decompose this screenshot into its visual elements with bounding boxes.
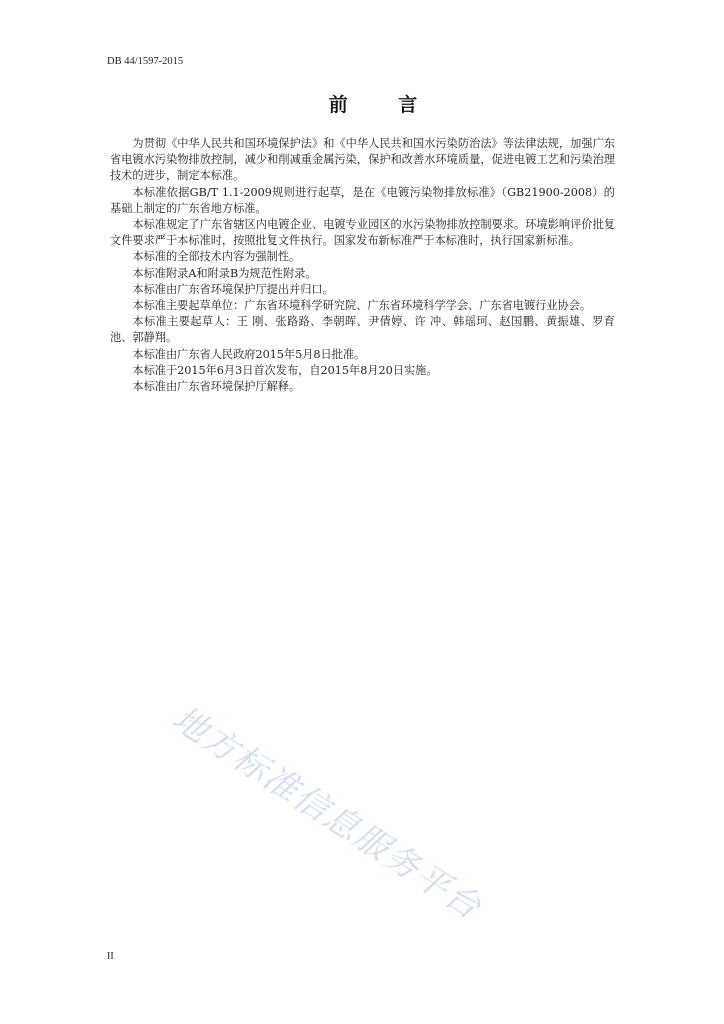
paragraph-interpretation: 本标准由广东省环境保护厅解释。: [132, 380, 301, 394]
paragraph-annex: 本标准附录A和附录B为规范性附录。: [132, 266, 317, 280]
paragraph-drafting-units: 本标准主要起草单位：广东省环境科学研究院、广东省环境科学学会、广东省电镀行业协会。: [132, 299, 592, 313]
page-number: II: [107, 951, 114, 962]
body-text: [110, 136, 615, 395]
paragraph-publication: 本标准于2015年6月3日首次发布，自2015年8月20日实施。: [132, 363, 438, 377]
page-title: 前 言: [328, 94, 440, 116]
paragraph-scope: 本标准规定了广东省辖区内电镀企业、电镀专业园区的水污染物排放控制要求。环境影响评价批复文件要求严于本标准时，按照批复文件执行。国家发布新标准严于本标准时，执行国家新标准。: [110, 218, 615, 248]
paragraph-approval: 本标准由广东省人民政府2015年5月8日批准。: [132, 347, 366, 361]
watermark: 地方标准信息服务平台: [165, 698, 489, 929]
doc-code: DB 44/1597-2015: [107, 56, 184, 67]
paragraph-drafters: 本标准主要起草人：王 刚、张路路、李朝晖、尹倩婷、许 冲、韩瑶珂、赵国鹏、黄振雄、罗育池、郭静翔。: [110, 315, 615, 345]
paragraph-purpose: 为贯彻《中华人民共和国环境保护法》和《中华人民共和国水污染防治法》等法律法规，加强广东省电镀水污染物排放控制，减少和削减重金属污染，保护和改善水环境质量，促进电镀工艺和污染治理技术的进步，制定本标准。: [110, 137, 615, 183]
paragraph-proposer: 本标准由广东省环境保护厅提出并归口。: [132, 282, 334, 296]
paragraph-basis: 本标准依据GB/T 1.1-2009规则进行起草，是在《电镀污染物排放标准》（GB21900-2008）的基础上制定的广东省地方标准。: [110, 185, 615, 215]
paragraph-mandatory: 本标准的全部技术内容为强制性。: [132, 250, 301, 264]
